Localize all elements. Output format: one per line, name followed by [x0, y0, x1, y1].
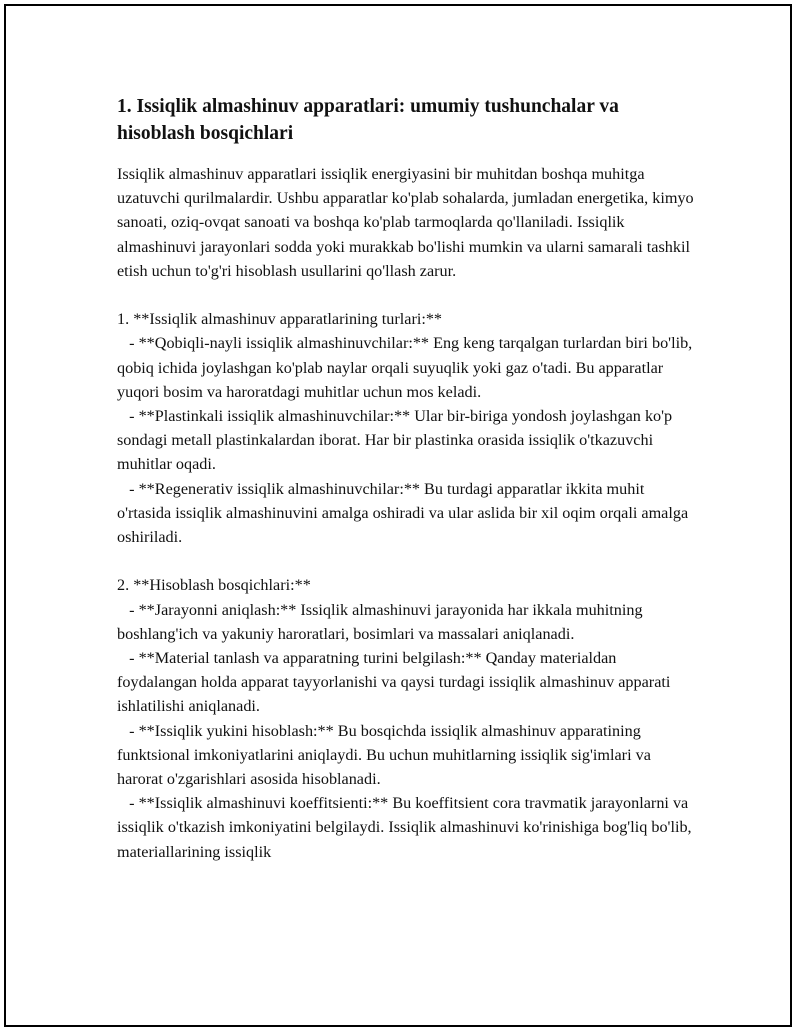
list-item: - **Material tanlash va apparatning turini belgilash:** Qanday materialdan foydalangan holda apparat tayyorlanishi va qaysi turdagi issiqlik almashinuv apparati ishlatilishi aniqlanadi. [117, 649, 675, 716]
section-2-title: 2. **Hisoblash bosqichlari:** [117, 576, 311, 595]
document-body [117, 93, 697, 864]
list-item: - **Qobiqli-nayli issiqlik almashinuvchilar:** Eng keng tarqalgan turlardan biri bo'lib, qobiq ichida joylashgan ko'plab naylar orqali suyuqlik yoki gaz o'tadi. Bu apparatlar yuqori bosim va haroratdagi muhitlar uchun mos keladi. [117, 334, 697, 401]
list-item: - **Plastinkali issiqlik almashinuvchilar:** Ular bir-biriga yondosh joylashgan ko'p sondagi metall plastinkalardan iborat. Har bir plastinka orasida issiqlik o'tkazuvchi muhitlar oqadi. [117, 407, 677, 474]
section-heading: 1. Issiqlik almashinuv apparatlari: umumiy tushunchalar va hisoblash bosqichlari [117, 96, 619, 144]
paragraph-gap [117, 549, 697, 573]
list-item: - **Issiqlik yukini hisoblash:** Bu bosqichda issiqlik almashinuv apparatining funktsional imkoniyatlarini aniqlaydi. Bu uchun muhitlarning issiqlik sig'imlari va harorat o'zgarishlari asosida hisoblanadi. [117, 721, 655, 789]
section-1-title: 1. **Issiqlik almashinuv apparatlarining turlari:** [117, 310, 443, 329]
list-item: - **Issiqlik almashinuvi koeffitsienti:** Bu koeffitsient cora travmatik jarayonlarni va issiqlik o'tkazish imkoniyatini belgilaydi. Issiqlik almashinuvi ko'rinishiga bog'liq bo'lib, materiallarining issiqlik [117, 794, 696, 861]
paragraph-gap [117, 283, 697, 307]
list-item: - **Jarayonni aniqlash:** Issiqlik almashinuvi jarayonida har ikkala muhitning boshlang'ich va yakuniy haroratlari, bosimlari va massalari aniqlanadi. [117, 600, 647, 643]
list-item: - **Regenerativ issiqlik almashinuvchilar:** Bu turdagi apparatlar ikkita muhit o'rtasida issiqlik almashinuvini amalga oshiradi va ular aslida bir xil oqim orqali amalga oshiriladi. [117, 479, 693, 547]
intro-paragraph: Issiqlik almashinuv apparatlari issiqlik energiyasini bir muhitdan boshqa muhitga uzatuvchi qurilmalardir. Ushbu apparatlar ko'plab sohalarda, jumladan energetika, kimyo sanoati, oziq-ovqat sanoati va boshqa ko'plab tarmoqlarda qo'llaniladi. Issiqlik almashinuvi jarayonlari sodda yoki murakkab bo'lishi mumkin va ularni samarali tashkil etish uchun to'g'ri hisoblash usullarini qo'llash zarur. [117, 165, 698, 280]
